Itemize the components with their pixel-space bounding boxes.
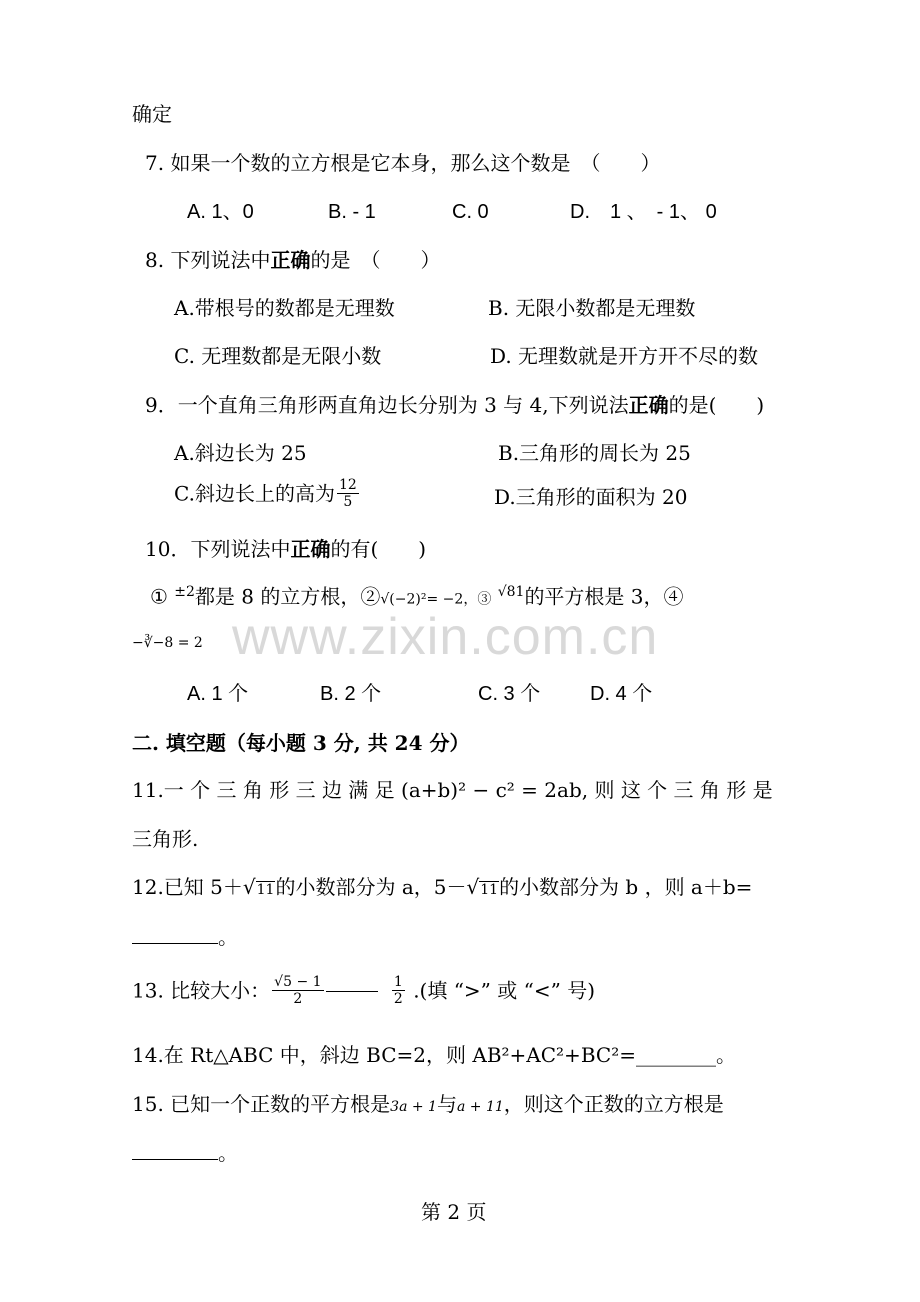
q15-answer-blank: [132, 1158, 218, 1160]
q15-line-2: [132, 1143, 238, 1163]
q14-line: 14.在 Rt△ABC 中，斜边 BC=2，则 AB²+AC²+BC²=________。: [132, 1043, 736, 1067]
q9-c-numerator: 12: [338, 477, 357, 493]
q9-option-b: B.三角形的周长为 25: [498, 441, 691, 465]
q8-option-a: A.带根号的数都是无理数: [174, 296, 395, 320]
q12-answer-blank: [132, 942, 218, 944]
q15-line-2-end: 。: [218, 1141, 238, 1165]
q13-pre: 13. 比较大小：: [132, 978, 271, 1003]
q10-sqrt-expr: √(−2)²: [380, 591, 427, 608]
section-2-heading: 二. 填空题（每小题 3 分, 共 24 分）: [132, 731, 470, 755]
q10-option-b: B. 2 个: [320, 683, 382, 705]
q9-option-a: A.斜边长为 25: [174, 441, 307, 465]
q10-circle-1: ①: [150, 584, 168, 609]
q9-stem-bold: 正确: [628, 393, 669, 417]
q8-stem-pre: 8. 下列说法中: [145, 248, 271, 272]
q10-text-3: 的平方根是 3，④: [524, 584, 684, 609]
q13-f1-num: √5 − 1: [274, 974, 322, 990]
watermark: www.zixin.com.cn: [232, 608, 659, 666]
q10-statements: [150, 585, 684, 607]
q11-line-1: 11.一 个 三 角 形 三 边 满 足 (a+b)² − c² = 2ab, 则 这 个 三 角 形 是: [132, 778, 773, 802]
q10-option-d: D. 4 个: [590, 683, 653, 705]
continued-line: 确定: [132, 102, 172, 126]
q13-f2-den: 2: [393, 991, 403, 1008]
q8-option-b: B. 无限小数都是无理数: [488, 296, 696, 320]
q10-statement-4: −∛−8 = 2: [132, 635, 203, 651]
q7-option-a: A. 1、0: [187, 201, 254, 223]
q7-stem: 7. 如果一个数的立方根是它本身，那么这个数是 （ ）: [145, 151, 661, 175]
q10-option-a: A. 1 个: [187, 683, 249, 705]
q13-fraction-1: [272, 974, 323, 1007]
q9-option-c-fraction: [337, 477, 359, 510]
q15-post: ，则这个正数的立方根是: [503, 1092, 724, 1116]
q12-mid: 的小数部分为 a，5－: [275, 875, 467, 899]
q12-radicand-2: 11: [480, 882, 499, 898]
q15-expr-2: a + 11: [456, 1099, 504, 1115]
q15-line-1: [132, 1094, 724, 1114]
q12-line-2-end: 。: [218, 925, 238, 949]
q13-f2-num: 1: [393, 974, 403, 990]
q8-stem-post: 的是 （ ）: [310, 248, 441, 272]
q11-line-2: 三角形.: [132, 827, 199, 851]
q9-option-d: D.三角形的面积为 20: [494, 485, 688, 509]
q10-stem-pre: 10．下列说法中: [145, 537, 291, 561]
q15-mid: 与: [436, 1092, 457, 1116]
q12-radicand-1: 11: [256, 882, 275, 898]
q10-text-2: = −2，③: [426, 591, 492, 608]
q15-pre: 15. 已知一个正数的平方根是: [132, 1092, 391, 1116]
q8-stem-bold: 正确: [270, 248, 311, 272]
q10-stem: [145, 539, 426, 559]
q10-stem-post: 的有( ): [330, 537, 427, 561]
q9-stem-pre: 9．一个直角三角形两直角边长分别为 3 与 4,下列说法: [145, 393, 629, 417]
q13-fraction-2: [392, 974, 405, 1007]
q15-expr-1: 3a + 1: [390, 1099, 437, 1115]
q9-option-c-text: C.斜边长上的高为: [174, 481, 335, 506]
q8-option-c: C. 无理数都是无限小数: [174, 344, 382, 368]
q9-option-c: [174, 477, 361, 510]
q9-stem-post: 的是( ): [668, 393, 765, 417]
q13-f1-den: 2: [293, 991, 303, 1008]
q10-sqrt81: √81: [497, 584, 525, 600]
q9-stem: [145, 395, 764, 415]
q13-post: .(填 “>” 或 “<” 号): [413, 978, 595, 1003]
q10-text-1: 都是 8 的立方根，②: [194, 584, 381, 609]
q7-option-d: D. 1 、 - 1、 0: [570, 201, 717, 223]
q10-option-c: C. 3 个: [478, 683, 541, 705]
page-number: 第 2 页: [421, 1200, 487, 1224]
q7-option-b: B. - 1: [328, 201, 376, 223]
q12-pre: 12.已知 5＋: [132, 875, 243, 899]
q12-line-1: 12.已知 5＋√11的小数部分为 a，5－√11的小数部分为 b ，则 a＋b=: [132, 875, 753, 899]
q8-stem: [145, 250, 440, 270]
q12-line-2: [132, 927, 238, 947]
q9-c-denominator: 5: [343, 494, 353, 511]
q8-option-d: D. 无理数就是开方开不尽的数: [490, 344, 759, 368]
q13-line: [132, 974, 595, 1007]
q10-stem-bold: 正确: [290, 537, 331, 561]
q7-option-c: C. 0: [452, 201, 489, 223]
q13-answer-blank: [326, 990, 378, 992]
q12-post: 的小数部分为 b ，则 a＋b=: [499, 875, 753, 899]
q10-pm2: ±2: [174, 584, 195, 600]
